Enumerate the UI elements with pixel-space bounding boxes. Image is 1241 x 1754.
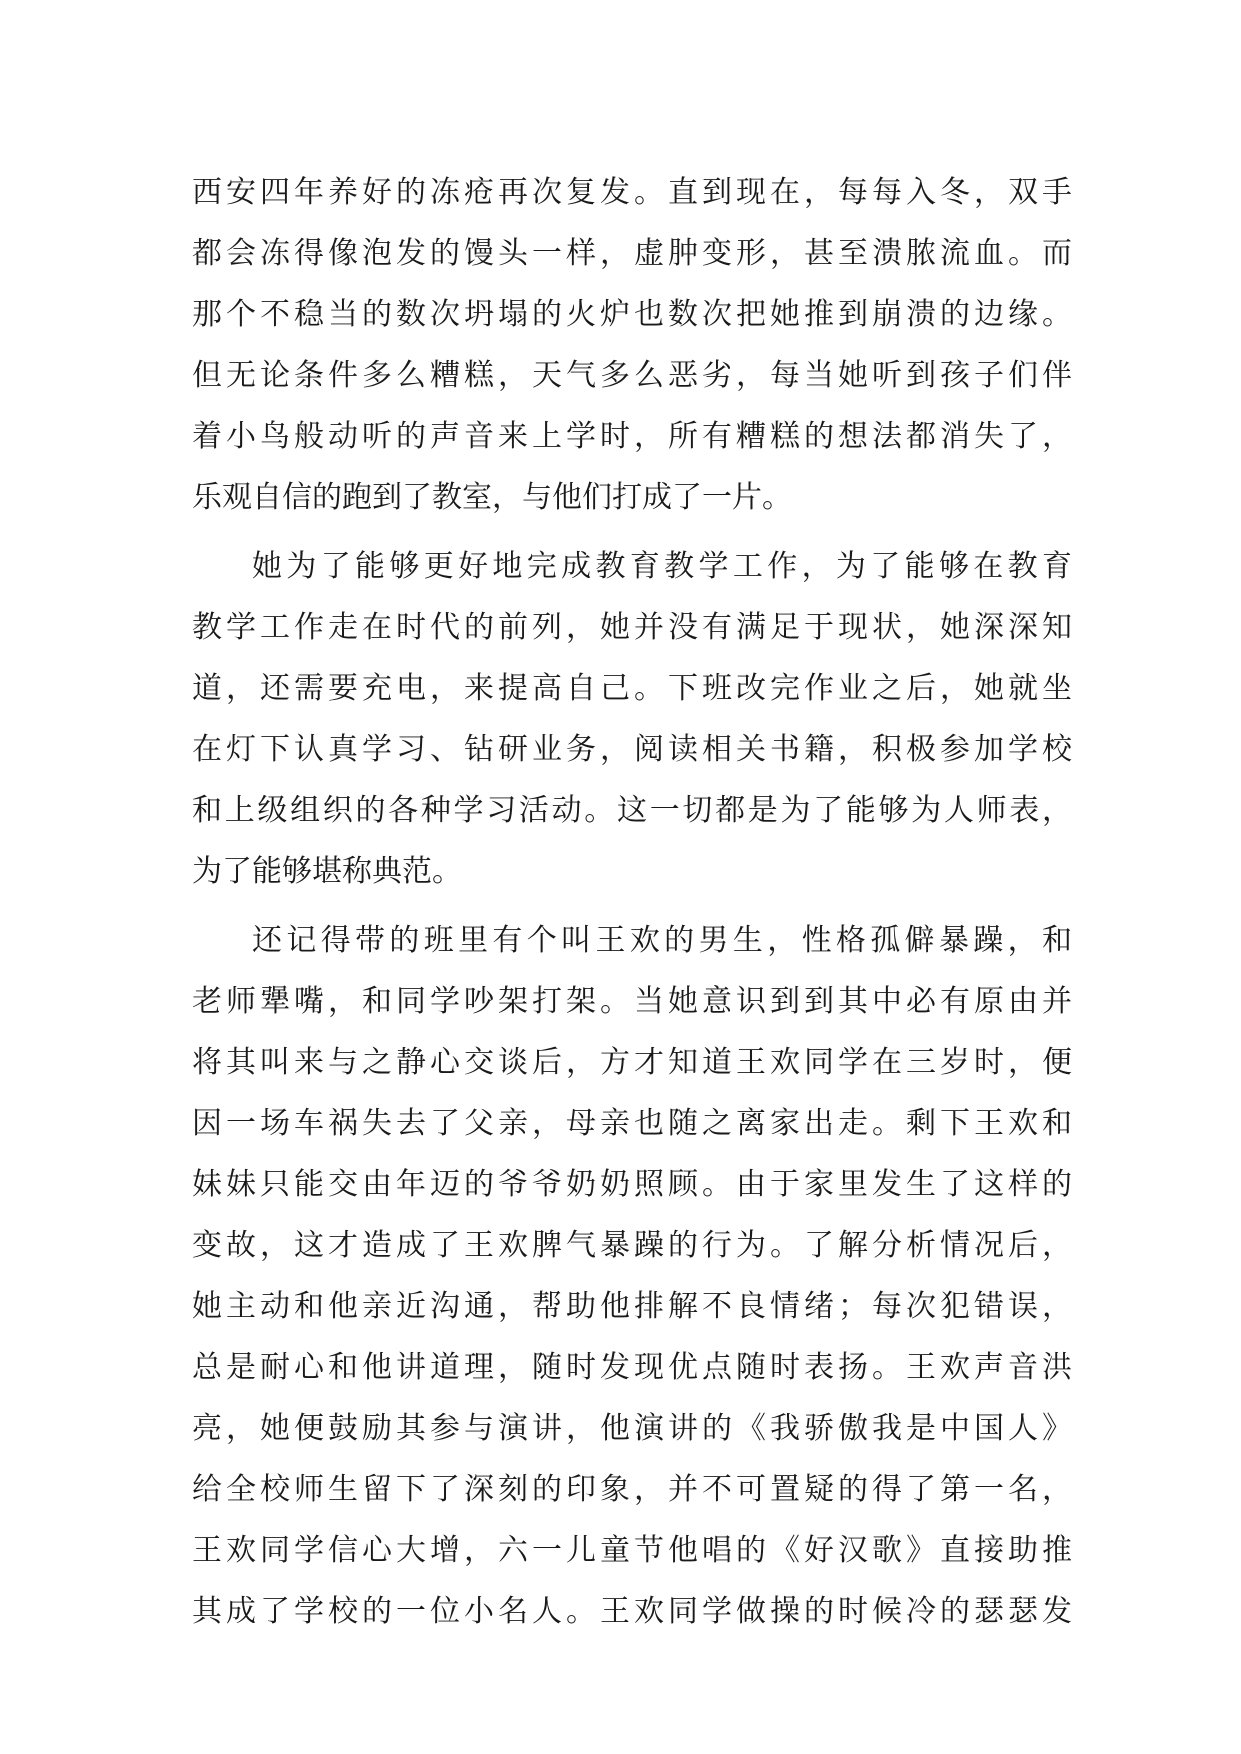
paragraph bbox=[192, 910, 1072, 1642]
text-line: 在灯下认真学习、钻研业务，阅读相关书籍，积极参加学校 bbox=[192, 732, 1072, 767]
text-line: 亮，她便鼓励其参与演讲，他演讲的《我骄傲我是中国人》 bbox=[192, 1411, 1072, 1446]
text-line: 但无论条件多么糟糕，天气多么恶劣，每当她听到孩子们伴 bbox=[192, 358, 1072, 393]
text-line: 道，还需要充电，来提高自己。下班改完作业之后，她就坐 bbox=[192, 671, 1072, 706]
text-line: 总是耐心和他讲道理，随时发现优点随时表扬。王欢声音洪 bbox=[192, 1350, 1072, 1385]
text-line: 她主动和他亲近沟通，帮助他排解不良情绪；每次犯错误， bbox=[192, 1289, 1072, 1324]
text-line: 妹妹只能交由年迈的爷爷奶奶照顾。由于家里发生了这样的 bbox=[192, 1167, 1072, 1202]
text-line: 乐观自信的跑到了教室，与他们打成了一片。 bbox=[192, 480, 792, 515]
text-line: 王欢同学信心大增，六一儿童节他唱的《好汉歌》直接助推 bbox=[192, 1533, 1072, 1568]
paragraph bbox=[192, 162, 1072, 528]
text-line: 其成了学校的一位小名人。王欢同学做操的时候冷的瑟瑟发 bbox=[192, 1594, 1072, 1629]
text-line: 和上级组织的各种学习活动。这一切都是为了能够为人师表， bbox=[192, 793, 1072, 828]
text-line: 老师犟嘴，和同学吵架打架。当她意识到到其中必有原由并 bbox=[192, 984, 1072, 1019]
document-body bbox=[192, 162, 1072, 1650]
text-line: 为了能够堪称典范。 bbox=[192, 854, 462, 889]
text-line: 教学工作走在时代的前列，她并没有满足于现状，她深深知 bbox=[192, 610, 1072, 645]
text-line: 着小鸟般动听的声音来上学时，所有糟糕的想法都消失了， bbox=[192, 419, 1072, 454]
text-line: 将其叫来与之静心交谈后，方才知道王欢同学在三岁时，便 bbox=[192, 1045, 1072, 1080]
text-line: 还记得带的班里有个叫王欢的男生，性格孤僻暴躁，和 bbox=[252, 923, 1072, 958]
text-line: 都会冻得像泡发的馒头一样，虚肿变形，甚至溃脓流血。而 bbox=[192, 236, 1072, 271]
text-line: 西安四年养好的冻疮再次复发。直到现在，每每入冬，双手 bbox=[192, 175, 1072, 210]
text-line: 那个不稳当的数次坍塌的火炉也数次把她推到崩溃的边缘。 bbox=[192, 297, 1072, 332]
text-line: 因一场车祸失去了父亲，母亲也随之离家出走。剩下王欢和 bbox=[192, 1106, 1072, 1141]
text-line: 她为了能够更好地完成教育教学工作，为了能够在教育 bbox=[252, 549, 1072, 584]
paragraph bbox=[192, 536, 1072, 902]
text-line: 变故，这才造成了王欢脾气暴躁的行为。了解分析情况后， bbox=[192, 1228, 1072, 1263]
text-line: 给全校师生留下了深刻的印象，并不可置疑的得了第一名， bbox=[192, 1472, 1072, 1507]
